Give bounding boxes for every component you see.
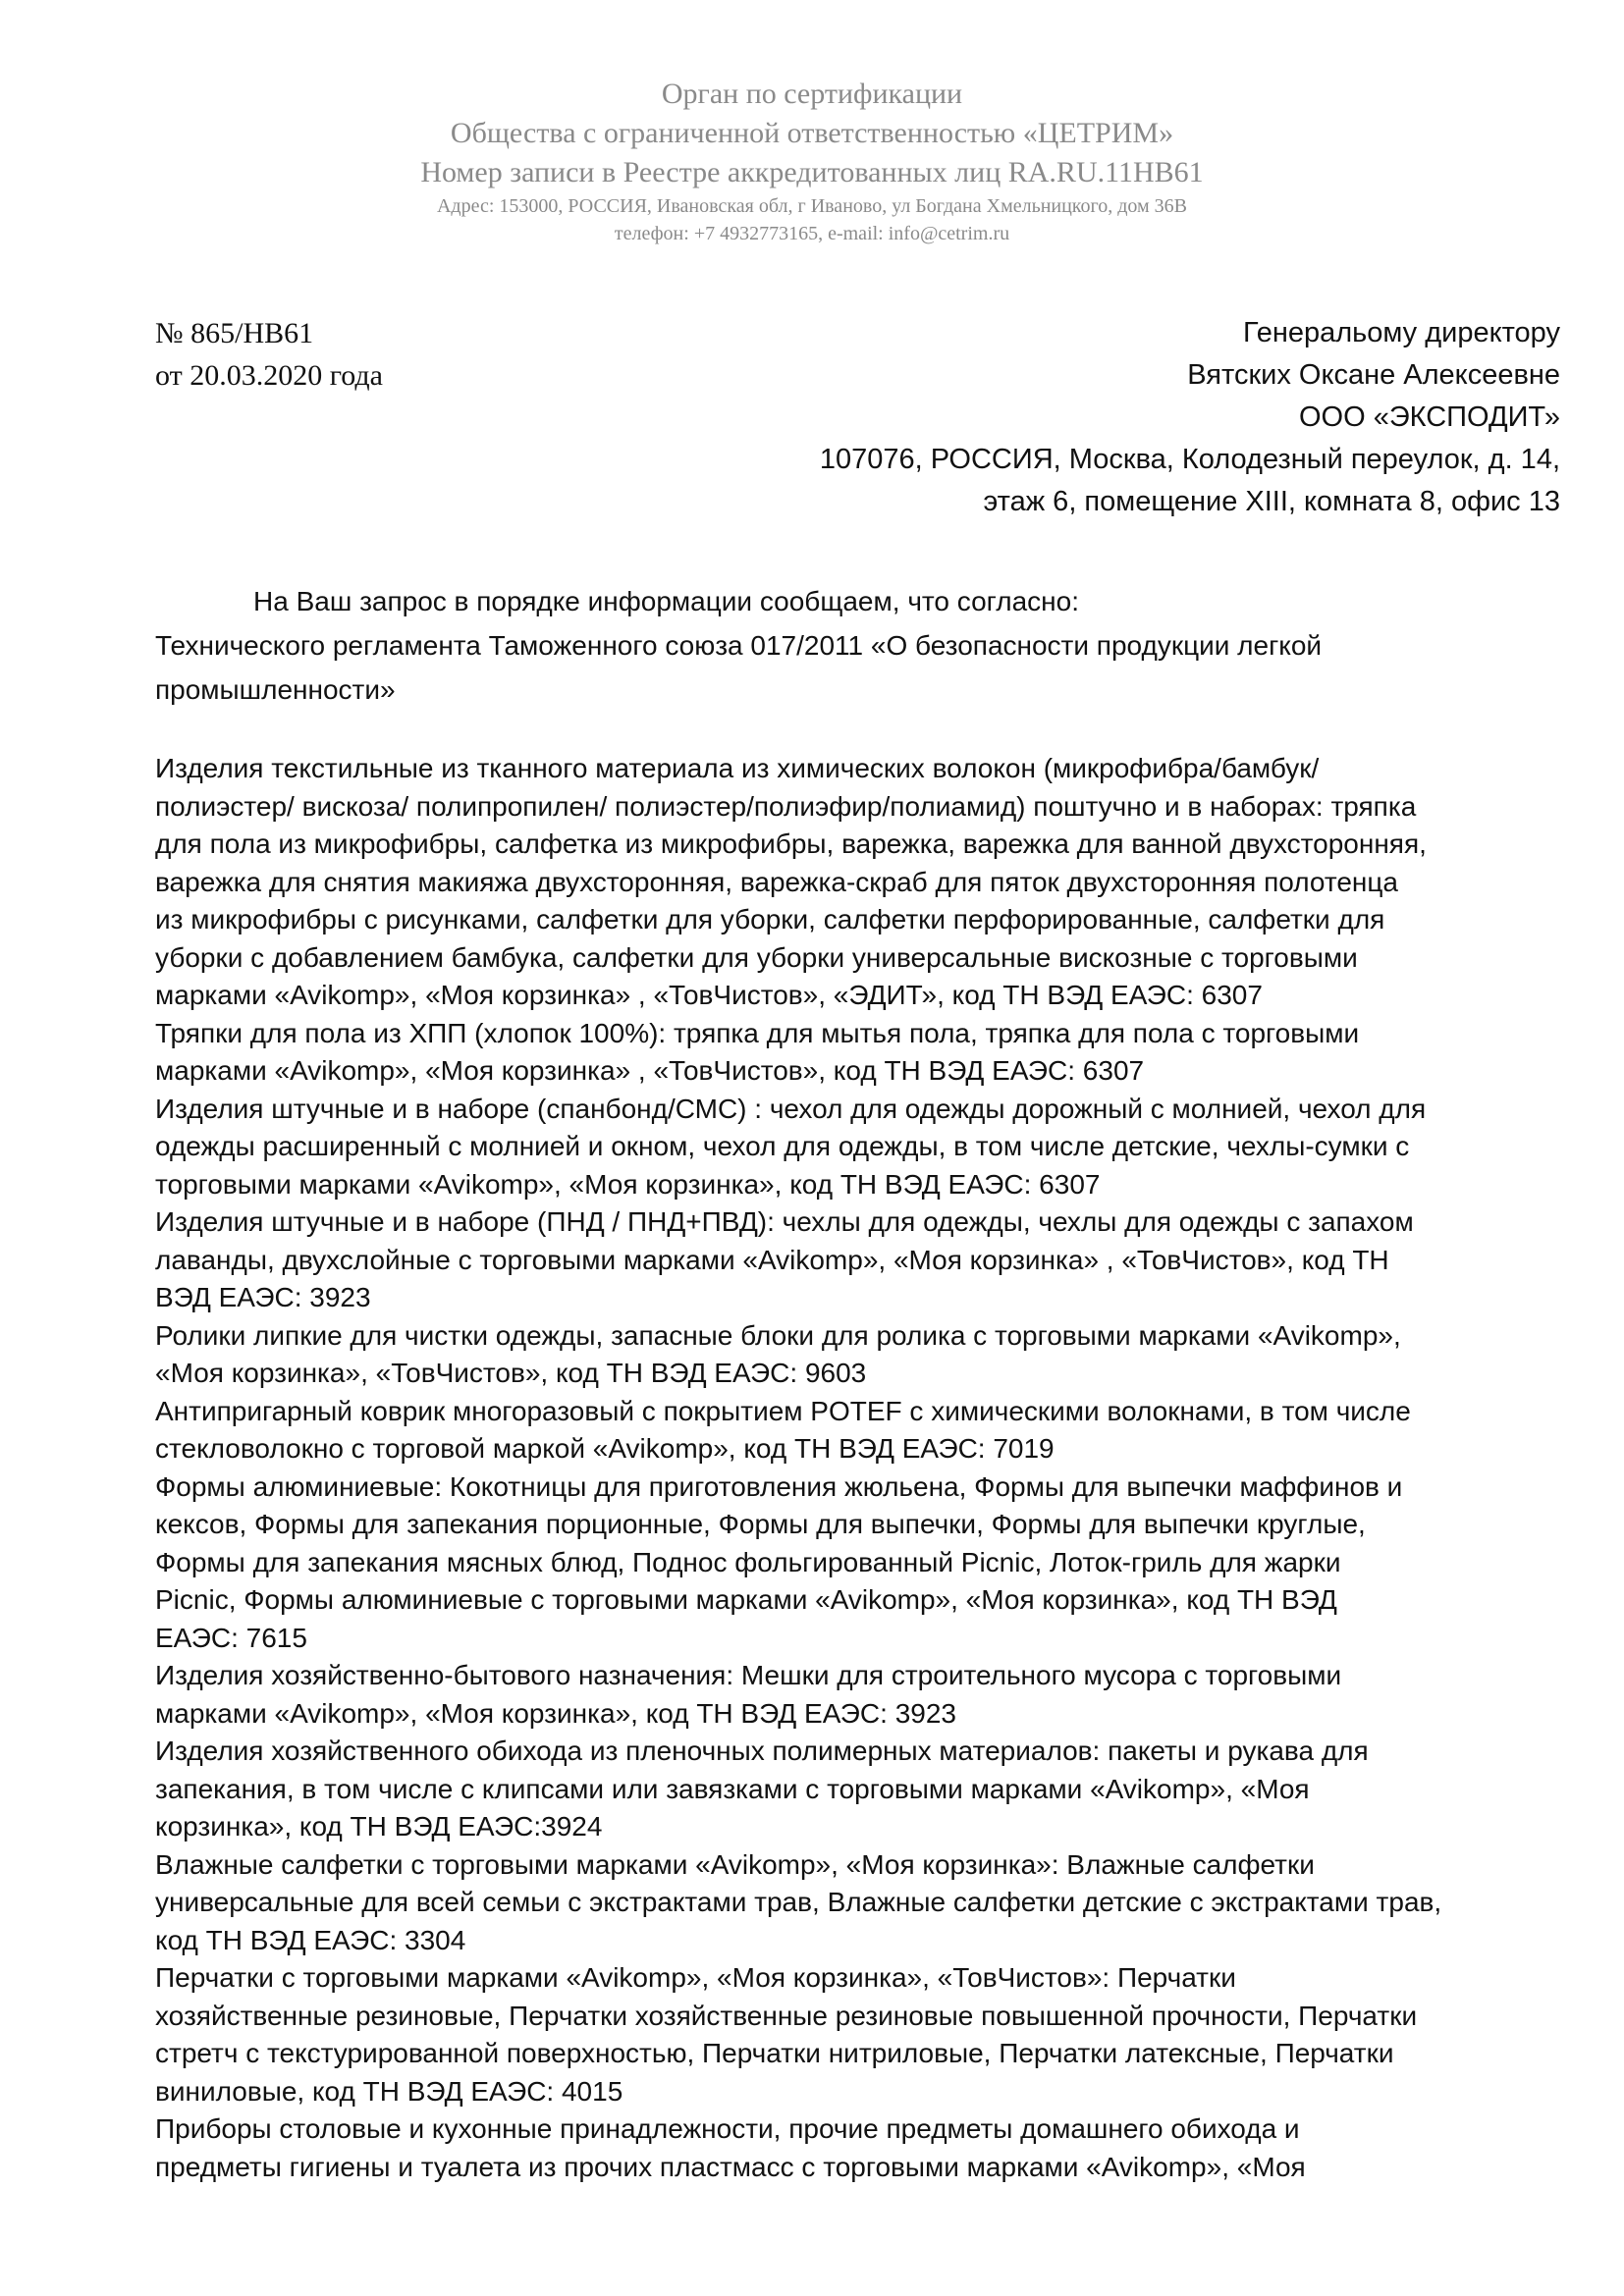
product-text-line: Антипригарный коврик многоразовый с покрытием POTEF с химическими волокнами, в том числе: [155, 1395, 1411, 1426]
product-text-line: лаванды, двухслойные с торговыми марками «Avikomp», «Моя корзинка» , «ТовЧистов», код ТН: [155, 1244, 1389, 1275]
addressee-company: ООО «ЭКСПОДИТ»: [1298, 401, 1560, 433]
product-text-line: хозяйственные резиновые, Перчатки хозяйственные резиновые повышенной прочности, Перчатки: [155, 2000, 1418, 2031]
product-text-line: ВЭД ЕАЭС: 3923: [155, 1282, 371, 1312]
product-text-line: виниловые, код ТН ВЭД ЕАЭС: 4015: [155, 2075, 623, 2107]
product-text-line: Изделия текстильные из тканного материала из химических волокон (микрофибра/бамбук/: [155, 753, 1320, 783]
product-text-line: варежка для снятия макияжа двухсторонняя, варежка-скраб для пяток двухсторонняя полотенца: [155, 866, 1398, 897]
product-text-line: Формы для запекания мясных блюд, Поднос фольгированный Picnic, Лоток-гриль для жарки: [155, 1546, 1341, 1577]
addressee-block: [820, 312, 1560, 523]
product-text-line: Перчатки с торговыми марками «Avikomp», «Моя корзинка», «ТовЧистов»: Перчатки: [155, 1962, 1236, 1993]
product-text-line: кексов, Формы для запекания порционные, Формы для выпечки, Формы для выпечки круглые,: [155, 1509, 1366, 1539]
letter-number: № 865/НВ61: [155, 317, 314, 349]
product-text-line: Тряпки для пола из ХПП (хлопок 100%): тряпка для мытья пола, тряпка для пола с торговыми: [155, 1017, 1360, 1048]
intro-line: На Ваш запрос в порядке информации сообщаем, что согласно:: [253, 586, 1079, 616]
letterhead-contacts: телефон: +7 4932773165, e-mail: info@cetrim.ru: [614, 223, 1010, 244]
letter-intro: [155, 579, 1559, 712]
product-text-line: универсальные для всей семьи с экстрактами трав, Влажные салфетки детские с экстрактами трав,: [155, 1887, 1442, 1917]
product-text-line: запекания, в том числе с клипсами или завязками с торговыми марками «Avikomp», «Моя: [155, 1773, 1310, 1804]
product-text-line: Picnic, Формы алюминиевые с торговыми марками «Avikomp», «Моя корзинка», код ТН ВЭД: [155, 1584, 1337, 1615]
product-text-line: код ТН ВЭД ЕАЭС: 3304: [155, 1924, 466, 1955]
letterhead: [0, 75, 1624, 247]
product-text-line: марками «Avikomp», «Моя корзинка», код ТН ВЭД ЕАЭС: 3923: [155, 1697, 956, 1729]
product-list: [155, 750, 1569, 2186]
letter-reference: [155, 312, 383, 397]
product-text-line: полиэстер/ вискоза/ полипропилен/ полиэстер/полиэфир/полиамид) поштучно и в наборах: тряпка: [155, 790, 1417, 822]
product-text-line: Приборы столовые и кухонные принадлежности, прочие предметы домашнего обихода и: [155, 2113, 1300, 2144]
product-text-line: стретч с текстурированной поверхностью, Перчатки нитриловые, Перчатки латексные, Перчатки: [155, 2038, 1394, 2068]
addressee-address-line: 107076, РОССИЯ, Москва, Колодезный переулок, д. 14,: [819, 444, 1560, 475]
product-text-line: уборки с добавлением бамбука, салфетки для уборки универсальные вискозные с торговыми: [155, 941, 1358, 973]
product-text-line: Ролики липкие для чистки одежды, запасные блоки для ролика с торговыми марками «Avikomp»,: [155, 1319, 1401, 1351]
addressee-position: Генеральому директору: [1242, 317, 1560, 348]
product-text-line: Изделия штучные и в наборе (ПНД / ПНД+ПВД): чехлы для одежды, чехлы для одежды с запахом: [155, 1206, 1414, 1237]
addressee-address-line: этаж 6, помещение XIII, комната 8, офис 13: [983, 486, 1560, 517]
product-text-line: для пола из микрофибры, салфетка из микрофибры, варежка, варежка для ванной двухсторонняя,: [155, 828, 1427, 859]
product-text-line: марками «Avikomp», «Моя корзинка» , «ТовЧистов», код ТН ВЭД ЕАЭС: 6307: [155, 1055, 1145, 1086]
product-text-line: Изделия хозяйственного обихода из пленочных полимерных материалов: пакеты и рукава для: [155, 1735, 1369, 1766]
product-text-line: стекловолокно с торговой маркой «Avikomp», код ТН ВЭД ЕАЭС: 7019: [155, 1433, 1055, 1464]
product-text-line: ЕАЭС: 7615: [155, 1622, 307, 1653]
product-text-line: торговыми марками «Avikomp», «Моя корзинка», код ТН ВЭД ЕАЭС: 6307: [155, 1168, 1101, 1200]
product-text-line: марками «Avikomp», «Моя корзинка» , «ТовЧистов», «ЭДИТ», код ТН ВЭД ЕАЭС: 6307: [155, 980, 1263, 1010]
product-text-line: Изделия хозяйственно-бытового назначения: Мешки для строительного мусора с торговыми: [155, 1660, 1342, 1690]
letterhead-organization: Общества с ограниченной ответственностью «ЦЕТРИМ»: [450, 117, 1174, 149]
intro-line: Технического регламента Таможенного союза 017/2011 «О безопасности продукции легкой: [155, 630, 1323, 661]
product-text-line: Формы алюминиевые: Кокотницы для приготовления жюльена, Формы для выпечки маффинов и: [155, 1470, 1403, 1502]
letterhead-registry-number: Номер записи в Реестре аккредитованных лиц RA.RU.11HB61: [420, 156, 1204, 188]
product-text-line: корзинка», код ТН ВЭД ЕАЭС:3924: [155, 1811, 603, 1842]
product-text-line: предметы гигиены и туалета из прочих пластмасс с торговыми марками «Avikomp», «Моя: [155, 2151, 1306, 2182]
intro-line: промышленности»: [155, 674, 396, 705]
product-text-line: Влажные салфетки с торговыми марками «Avikomp», «Моя корзинка»: Влажные салфетки: [155, 1848, 1315, 1880]
product-text-line: Изделия штучные и в наборе (спанбонд/СМС) : чехол для одежды дорожный с молнией, чехол для: [155, 1093, 1427, 1124]
addressee-name: Вятских Оксане Алексеевне: [1187, 359, 1560, 391]
product-text-line: «Моя корзинка», «ТовЧистов», код ТН ВЭД ЕАЭС: 9603: [155, 1358, 867, 1388]
letterhead-title: Орган по сертификации: [661, 78, 963, 110]
letter-date: от 20.03.2020 года: [155, 359, 383, 392]
product-text-line: одежды расширенный с молнией и окном, чехол для одежды, в том числе детские, чехлы-сумки с: [155, 1131, 1410, 1161]
letterhead-address: Адрес: 153000, РОССИЯ, Ивановская обл, г Иваново, ул Богдана Хмельницкого, дом 36В: [436, 195, 1188, 217]
product-text-line: из микрофибры с рисунками, салфетки для уборки, салфетки перфорированные, салфетки для: [155, 904, 1385, 934]
